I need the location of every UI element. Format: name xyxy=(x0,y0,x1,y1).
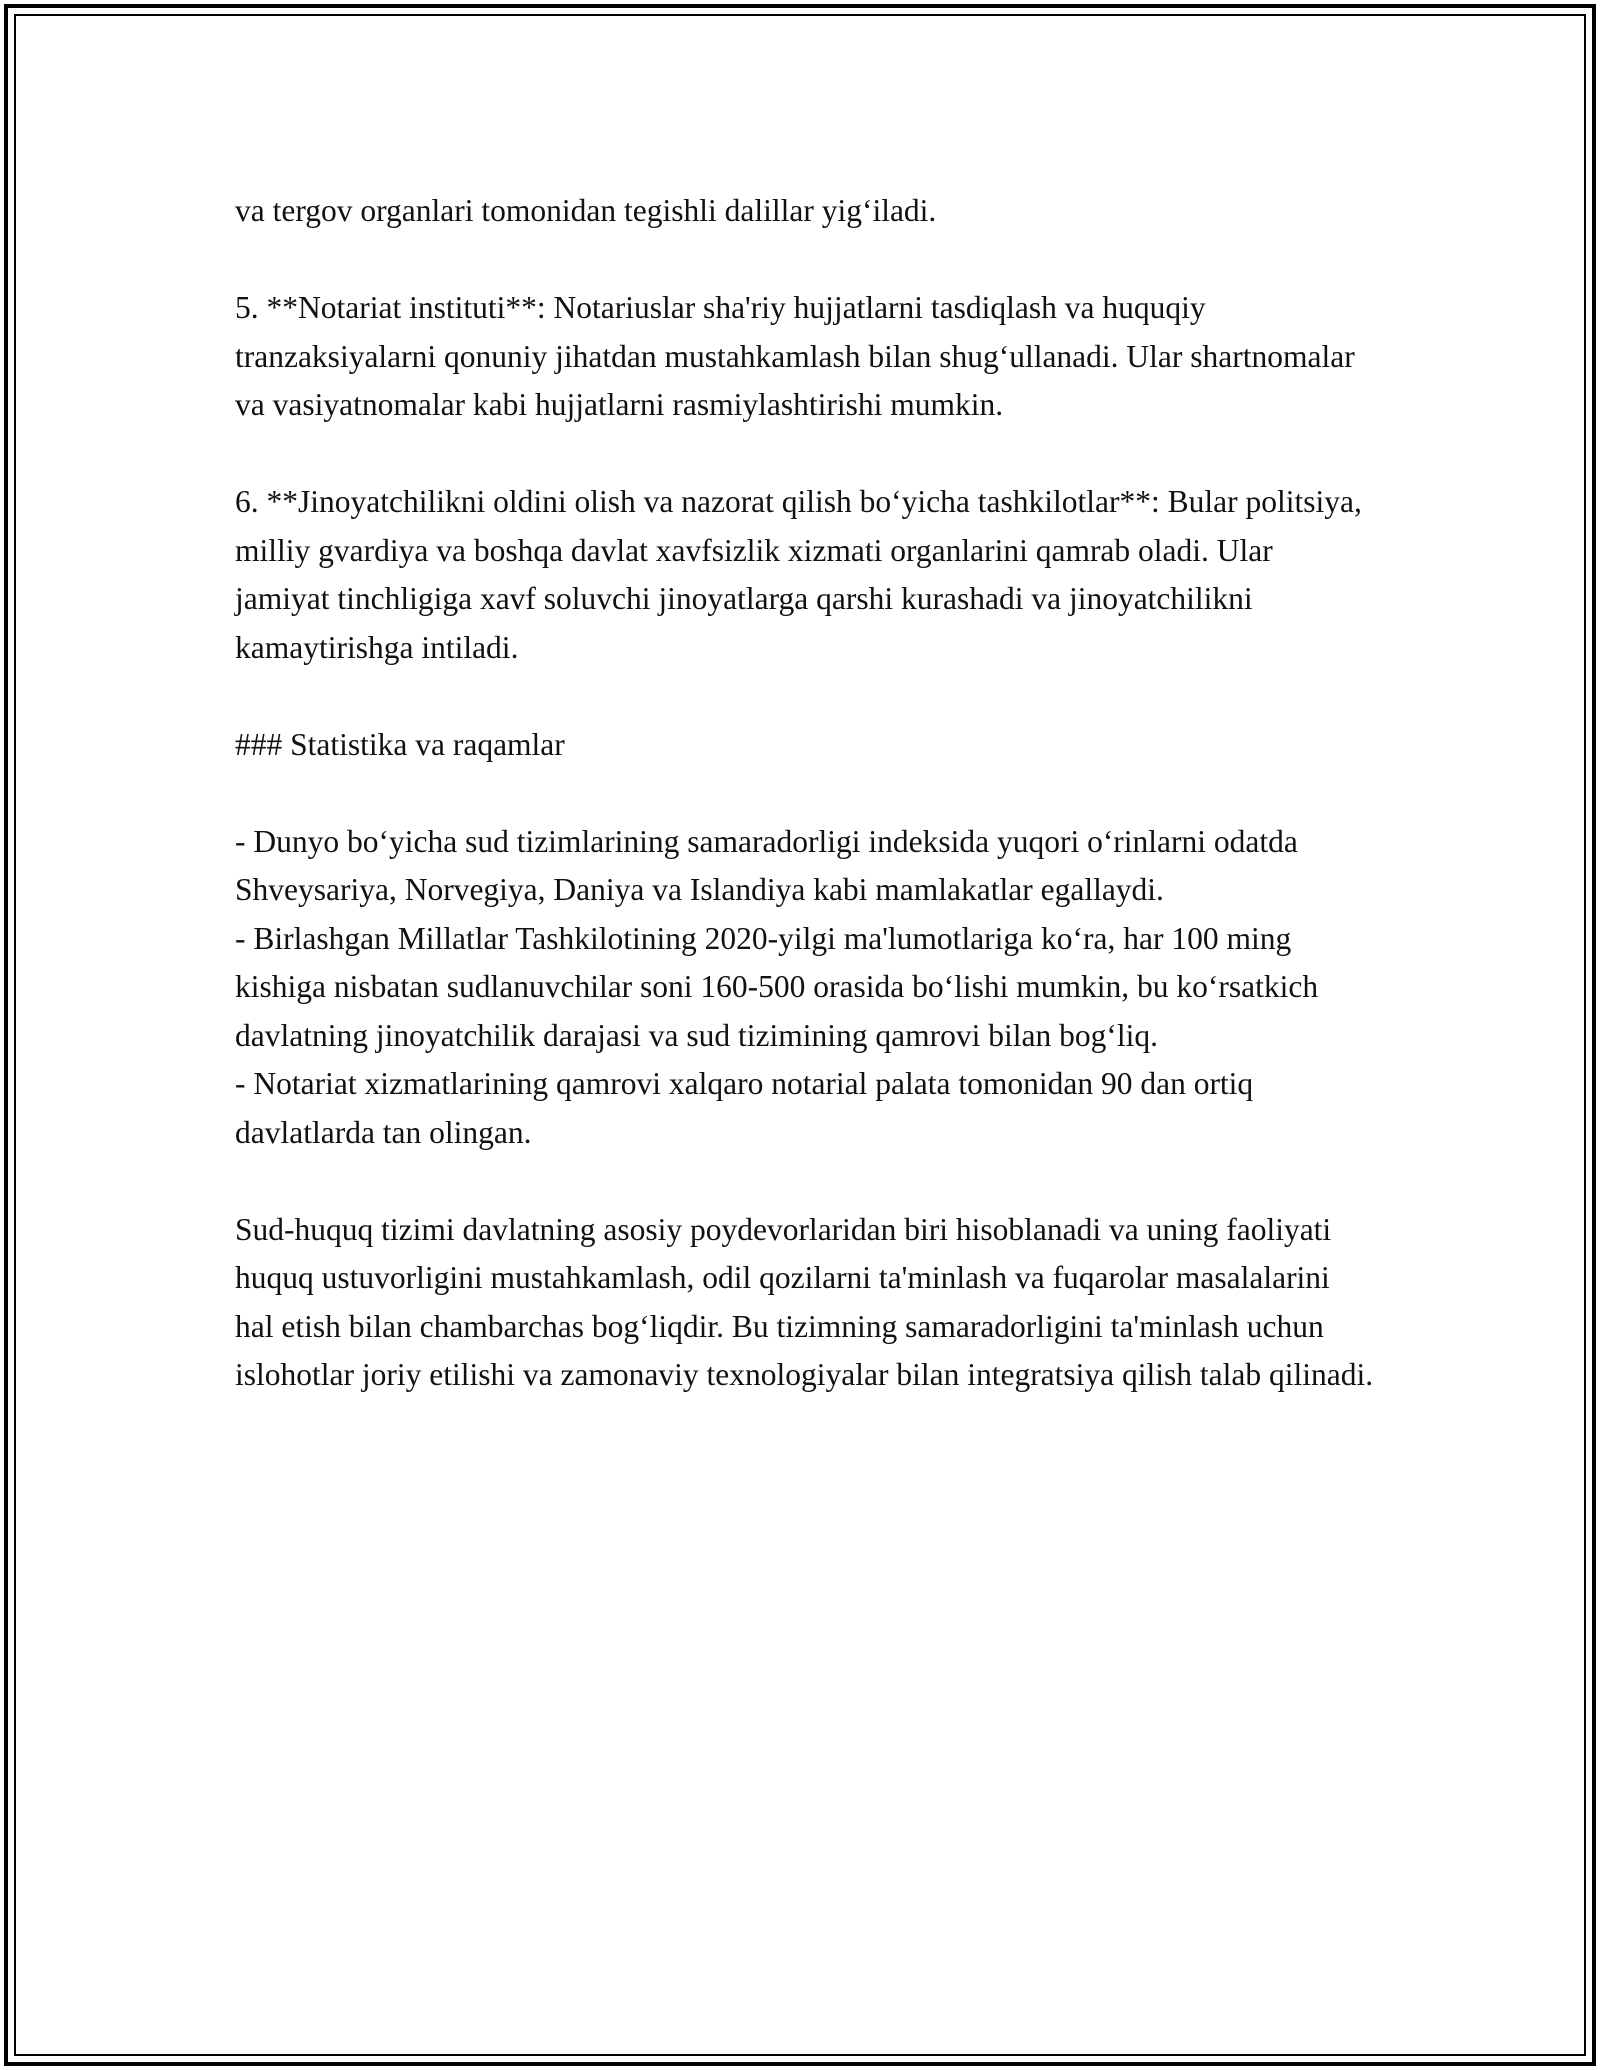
notariat-item-paragraph: 5. **Notariat instituti**: Notariuslar sha'riy hujjatlarni tasdiqlash va huquqiy tranzaksiyalarni qonuniy jihatdan mustahkamlash bilan shug‘ullanadi. Ular shartnomalar va vasiyatnomalar kabi hujjatlarni rasmiylashtirishi mumkin. xyxy=(235,290,1355,422)
stats-list-item: - Dunyo bo‘yicha sud tizimlarining samaradorligi indeksida yuqori o‘rinlarni odatda Shveysariya, Norvegiya, Daniya va Islandiya kabi mamlakatlar egallaydi. xyxy=(235,823,1298,907)
stats-list-item: - Notariat xizmatlarining qamrovi xalqaro notarial palata tomonidan 90 dan ortiq davlatlarda tan olingan. xyxy=(235,1066,1254,1150)
stats-list xyxy=(235,818,1375,1158)
intro-continuation-paragraph: va tergov organlari tomonidan tegishli dalillar yig‘iladi. xyxy=(235,193,937,228)
document-body xyxy=(235,187,1375,1448)
crime-prevention-item-paragraph: 6. **Jinoyatchilikni oldini olish va nazorat qilish bo‘yicha tashkilotlar**: Bular politsiya, milliy gvardiya va boshqa davlat xavfsizlik xizmati organlarini qamrab oladi. Ular jamiyat tinchligiga xavf soluvchi jinoyatlarga qarshi kurashadi va jinoyatchilikni kamaytirishga intiladi. xyxy=(235,484,1362,665)
conclusion-paragraph: Sud-huquq tizimi davlatning asosiy poydevorlaridan biri hisoblanadi va uning faoliyati huquq ustuvorligini mustahkamlash, odil qozilarni ta'minlash va fuqarolar masalalarini hal etish bilan chambarchas bog‘liqdir. Bu tizimning samaradorligini ta'minlash uchun islohotlar joriy etilishi va zamonaviy texnologiyalar bilan integratsiya qilish talab qilinadi. xyxy=(235,1211,1374,1392)
stats-list-item: - Birlashgan Millatlar Tashkilotining 2020-yilgi ma'lumotlariga ko‘ra, har 100 ming kishiga nisbatan sudlanuvchilar soni 160-500 orasida bo‘lishi mumkin, bu ko‘rsatkich davlatning jinoyatchilik darajasi va sud tizimining qamrovi bilan bog‘liq. xyxy=(235,920,1319,1053)
stats-heading: ### Statistika va raqamlar xyxy=(235,726,565,762)
